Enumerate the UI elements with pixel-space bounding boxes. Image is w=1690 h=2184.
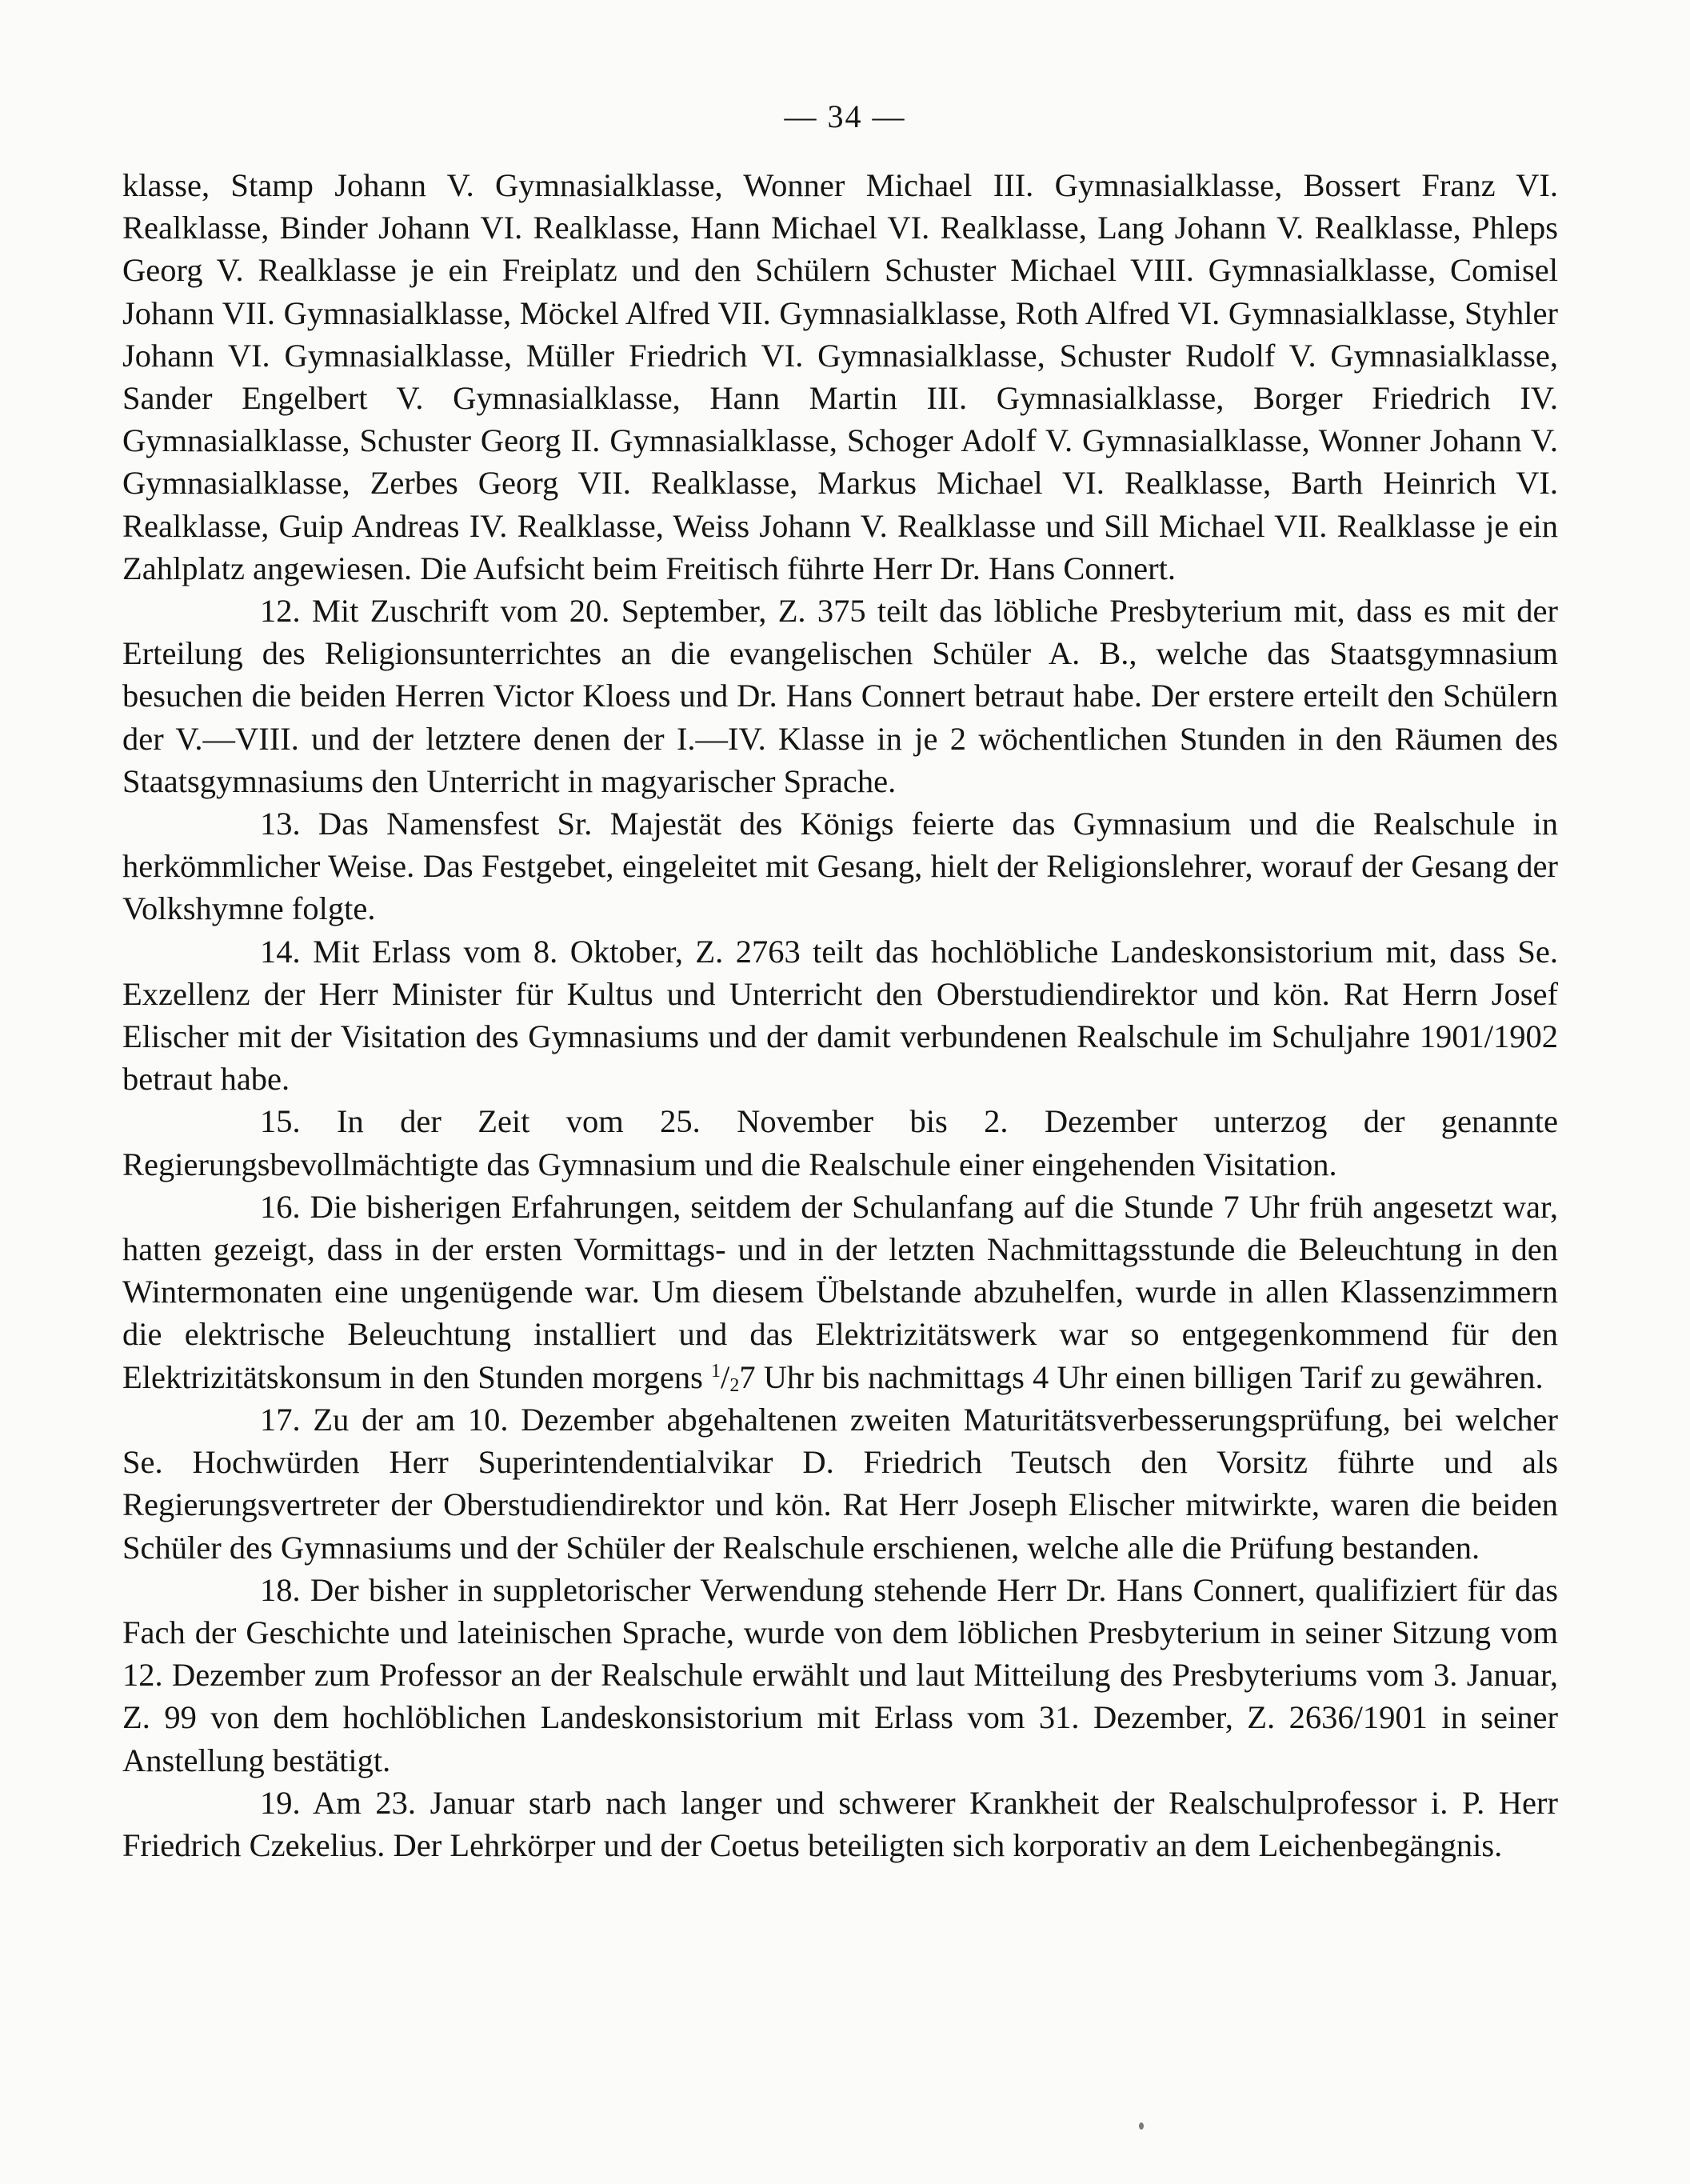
paragraph-16 bbox=[122, 1186, 1558, 1398]
body-text bbox=[122, 164, 1558, 1866]
paragraph-continuation: klasse, Stamp Johann V. Gymnasialklasse, Wonner Michael III. Gymnasialklasse, Bossert Franz VI. Realklasse, Binder Johann VI. Realklasse, Hann Michael VI. Realklasse, Lang Johann V. Realklasse, Phleps Georg V. Realklasse je ein Freiplatz und den Schülern Schuster Michael VIII. Gymnasialklasse, Comisel Johann VII. Gymnasialklasse, Möckel Alfred VII. Gymnasialklasse, Roth Alfred VI. Gymnasialklasse, Styhler Johann VI. Gymnasialklasse, Müller Friedrich VI. Gymnasialklasse, Schuster Rudolf V. Gymnasialklasse, Sander Engelbert V. Gymnasialklasse, Hann Martin III. Gymnasialklasse, Borger Friedrich IV. Gymnasialklasse, Schuster Georg II. Gymnasialklasse, Schoger Adolf V. Gymnasialklasse, Wonner Johann V. Gymnasialklasse, Zerbes Georg VII. Realklasse, Markus Michael VI. Realklasse, Barth Heinrich VI. Realklasse, Guip Andreas IV. Realklasse, Weiss Johann V. Realklasse und Sill Michael VII. Realklasse je ein Zahlplatz angewiesen. Die Aufsicht beim Freitisch führte Herr Dr. Hans Connert. bbox=[122, 167, 1558, 586]
paragraph-12: 12. Mit Zuschrift vom 20. September, Z. 375 teilt das löbliche Presbyterium mit, dass es mit der Erteilung des Religionsunterrichtes an die evangelischen Schüler A. B., welche das Staatsgymnasium besuchen die beiden Herren Victor Kloess und Dr. Hans Connert betraut habe. Der erstere erteilt den Schülern der V.—VIII. und der letztere denen der I.—IV. Klasse in je 2 wöchentlichen Stunden in den Räumen des Staatsgymnasiums den Unterricht in magyarischer Sprache. bbox=[122, 593, 1558, 799]
paragraph-17: 17. Zu der am 10. Dezember abgehaltenen zweiten Maturitätsverbesserungsprüfung, bei welcher Se. Hochwürden Herr Superintendentialvikar D. Friedrich Teutsch den Vorsitz führte und als Regierungsvertreter der Oberstudiendirektor und kön. Rat Herr Joseph Elischer mitwirkte, waren die beiden Schüler des Gymnasiums und der Schüler der Realschule erschienen, welche alle die Prüfung bestanden. bbox=[122, 1401, 1558, 1566]
paragraph-15: 15. In der Zeit vom 25. November bis 2. Dezember unterzog der genannte Regierungsbevollmächtigte das Gymnasium und die Realschule einer eingehenden Visitation. bbox=[122, 1103, 1558, 1182]
paragraph-19: 19. Am 23. Januar starb nach langer und schwerer Krankheit der Realschulprofessor i. P. Herr Friedrich Czekelius. Der Lehrkörper und der Coetus beteiligten sich korporativ an dem Leichenbegängnis. bbox=[122, 1784, 1558, 1863]
page-number: — 34 — bbox=[784, 98, 906, 134]
paragraph-14: 14. Mit Erlass vom 8. Oktober, Z. 2763 teilt das hochlöbliche Landeskonsistorium mit, dass Se. Exzellenz der Herr Minister für Kultus und Unterricht den Oberstudiendirektor und kön. Rat Herrn Josef Elischer mit der Visitation des Gymnasiums und der damit verbundenen Realschule im Schuljahre 1901/1902 betraut habe. bbox=[122, 933, 1558, 1098]
paragraph-16-text-end: 7 Uhr bis nachmittags 4 Uhr einen billigen Tarif zu gewähren. bbox=[739, 1358, 1544, 1395]
fraction-half: $^1/_2$ bbox=[711, 1358, 740, 1396]
paragraph-13: 13. Das Namensfest Sr. Majestät des Königs feierte das Gymnasium und die Realschule in herkömmlicher Weise. Das Festgebet, eingeleitet mit Gesang, hielt der Religionslehrer, worauf der Gesang der Volkshymne folgte. bbox=[122, 806, 1558, 927]
fraction-numerator: 1 bbox=[711, 1360, 721, 1382]
fraction-denominator: 2 bbox=[729, 1374, 740, 1396]
paragraph-18: 18. Der bisher in suppletorischer Verwendung stehende Herr Dr. Hans Connert, qualifiziert für das Fach der Geschichte und lateinischen Sprache, wurde von dem löblichen Presbyterium in seiner Sitzung vom 12. Dezember zum Professor an der Realschule erwählt und laut Mitteilung des Presbyteriums vom 3. Januar, Z. 99 von dem hochlöblichen Landeskonsistorium mit Erlass vom 31. Dezember, Z. 2636/1901 in seiner Anstellung bestätigt. bbox=[122, 1571, 1558, 1778]
paragraph-16-text: 16. Die bisherigen Erfahrungen, seitdem der Schulanfang auf die Stunde 7 Uhr früh angesetzt war, hatten gezeigt, dass in der ersten Vormittags- und in der letzten Nachmittagsstunde die Beleuchtung in den Wintermonaten eine ungenügende war. Um diesem Übelstande abzuhelfen, wurde in allen Klassenzimmern die elektrische Beleuchtung installiert und das Elektrizitätswerk war so entgegenkommend für den Elektrizitätskonsum in den Stunden morgens bbox=[122, 1188, 1558, 1395]
print-speck bbox=[1139, 2122, 1144, 2130]
